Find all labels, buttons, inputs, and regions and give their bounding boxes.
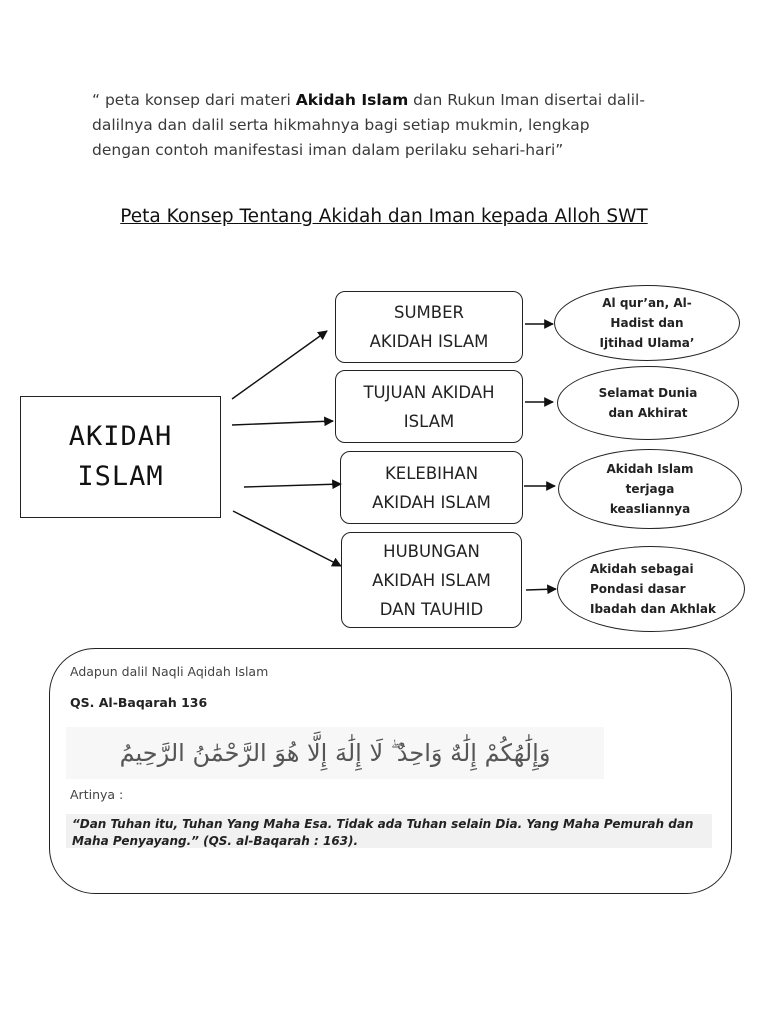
intro-bold-term: Akidah Islam	[295, 91, 409, 109]
open-quote: “	[92, 91, 101, 109]
artinya-label: Artinya :	[70, 787, 124, 802]
detail-oval-sumber: Al qur’an, Al-Hadist dan Ijtihad Ulama’	[554, 285, 740, 361]
arrow-hubungan-to-detail	[526, 589, 556, 590]
detail-oval-kelebihan: Akidah Islam terjaga keasliannya	[558, 449, 742, 529]
arrow-main-to-hubungan	[233, 511, 341, 566]
concept-box-tujuan: TUJUAN AKIDAH ISLAM	[335, 370, 523, 443]
arrow-main-to-kelebihan	[244, 484, 341, 487]
arrow-main-to-tujuan	[232, 421, 333, 425]
concept-box-kelebihan: KELEBIHAN AKIDAH ISLAM	[340, 451, 523, 524]
intro-text-part1: peta konsep dari materi	[100, 91, 296, 109]
concept-box-sumber: SUMBER AKIDAH ISLAM	[335, 291, 523, 363]
page-title: Peta Konsep Tentang Akidah dan Iman kepada Alloh SWT	[120, 206, 648, 227]
intro-text-part2: dan Rukun Iman disertai dalil-dalilnya dan dalil serta hikmahnya bagi setiap mukmin, lengkap dengan contoh manifestasi iman dalam perilaku sehari-hari	[92, 91, 645, 159]
detail-oval-tujuan: Selamat Dunia dan Akhirat	[557, 366, 739, 440]
main-concept-line1: AKIDAH	[68, 421, 173, 452]
concept-box-hubungan: HUBUNGAN AKIDAH ISLAM DAN TAUHID	[341, 532, 522, 628]
detail-oval-hubungan: Akidah sebagai Pondasi dasar Ibadah dan Akhlak	[557, 546, 745, 632]
dalil-intro: Adapun dalil Naqli Aqidah Islam	[70, 664, 269, 679]
main-concept-line2: ISLAM	[77, 461, 164, 492]
main-concept-box	[20, 396, 221, 518]
arabic-verse: وَإِلَٰهُكُمْ إِلَٰهٌ وَاحِدٌ ۖ لَا إِلَٰهَ إِلَّا هُوَ الرَّحْمَٰنُ الرَّحِيمُ	[66, 727, 604, 779]
close-quote: ”	[555, 141, 564, 159]
dalil-surah: QS. Al-Baqarah 136	[70, 695, 208, 710]
arrow-main-to-sumber	[232, 331, 327, 399]
verse-translation: “Dan Tuhan itu, Tuhan Yang Maha Esa. Tidak ada Tuhan selain Dia. Yang Maha Pemurah dan Maha Penyayang.” (QS. al-Baqarah : 163).	[66, 814, 712, 848]
